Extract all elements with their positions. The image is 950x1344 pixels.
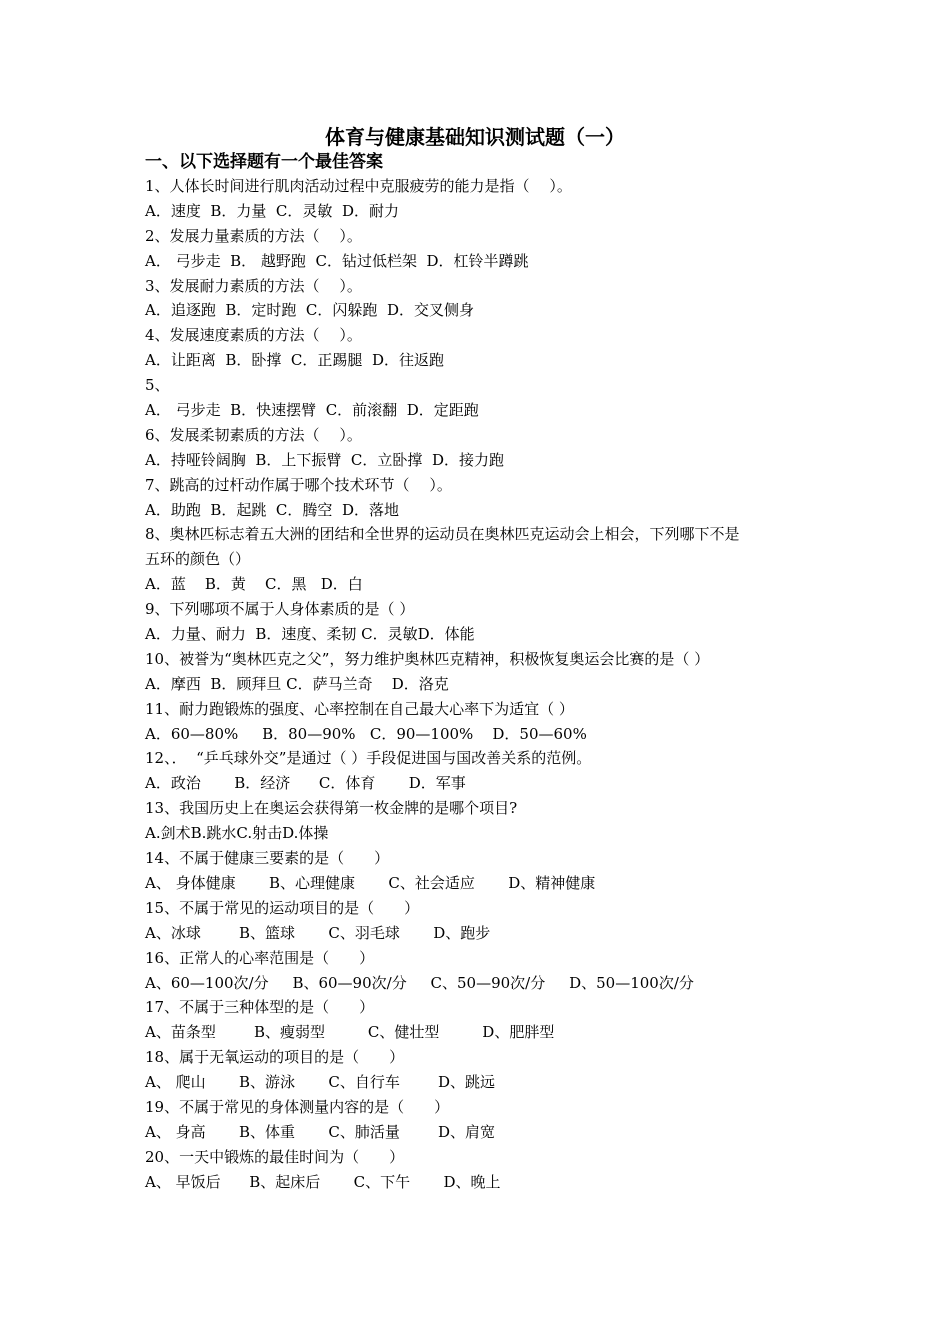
text-line: A．持哑铃阔胸 B．上下振臂 C．立卧撑 D．接力跑 <box>145 450 504 469</box>
text-line: A．60—80% B．80—90% C．90—100% D．50—60% <box>145 724 587 743</box>
page-title: 体育与健康基础知识测试题（一） <box>325 125 625 149</box>
text-line: A、冰球 B、篮球 C、羽毛球 D、跑步 <box>145 923 491 942</box>
text-line: A．摩西 B．顾拜旦 C．萨马兰奇 D．洛克 <box>145 674 449 693</box>
text-line: 五环的颜色（） <box>145 550 251 569</box>
section-heading: 一、以下选择题有一个最佳答案 <box>145 152 383 172</box>
text-line: A．助跑 B．起跳 C．腾空 D．落地 <box>145 500 399 519</box>
text-line: 7、跳高的过杆动作属于哪个技术环节（ ）。 <box>145 475 452 494</box>
text-line: 11、耐力跑锻炼的强度、心率控制在自己最大心率下为适宜（ ） <box>145 699 574 718</box>
text-line: 4、发展速度素质的方法（ ）。 <box>145 326 362 345</box>
text-line: A、 身体健康 B、心理健康 C、社会适应 D、精神健康 <box>145 873 596 892</box>
text-line: A．政治 B．经济 C．体育 D．军事 <box>145 774 466 793</box>
text-line: A．力量、耐力 B．速度、柔韧 C．灵敏D．体能 <box>145 625 475 644</box>
text-line: A、 早饭后 B、起床后 C、下午 D、晚上 <box>145 1172 501 1191</box>
question-list <box>145 174 825 1195</box>
text-line: 8、奥林匹标志着五大洲的团结和全世界的运动员在奥林匹克运动会上相会，下列哪下不是 <box>145 525 740 544</box>
text-line: A、 爬山 B、游泳 C、自行车 D、跳远 <box>145 1073 496 1092</box>
text-line: A、60—100次/分 B、60—90次/分 C、50—90次/分 D、50—100次/分 <box>145 973 694 992</box>
text-line: 15、不属于常见的运动项目的是（ ） <box>145 898 420 917</box>
text-line: 18、属于无氧运动的项目的是（ ） <box>145 1048 405 1067</box>
text-line: 6、发展柔韧素质的方法（ ）。 <box>145 425 362 444</box>
text-line: 2、发展力量素质的方法（ ）。 <box>145 226 362 245</box>
text-line: A.剑术B.跳水C.射击D.体操 <box>145 824 329 843</box>
text-line: 12、． “乒乓球外交”是通过（ ）手段促进国与国改善关系的范例。 <box>145 749 592 768</box>
text-line: A、 身高 B、体重 C、肺活量 D、肩宽 <box>145 1122 496 1141</box>
text-line: 1、人体长时间进行肌肉活动过程中克服疲劳的能力是指（ ）。 <box>145 177 572 195</box>
text-line: 13、我国历史上在奥运会获得第一枚金牌的是哪个项目? <box>145 799 518 818</box>
text-line: A． 弓步走 B． 越野跑 C．钻过低栏架 D．杠铃半蹲跳 <box>145 251 529 270</box>
text-line: 14、不属于健康三要素的是（ ） <box>145 849 390 868</box>
text-line: A．让距离 B．卧撑 C．正踢腿 D．往返跑 <box>145 351 444 370</box>
text-line: 3、发展耐力素质的方法（ ）。 <box>145 276 362 295</box>
text-line: A．速度 B．力量 C．灵敏 D．耐力 <box>145 201 399 220</box>
text-line: 19、不属于常见的身体测量内容的是（ ） <box>145 1097 450 1116</box>
text-line: 9、下列哪项不属于人身体素质的是（ ） <box>145 600 415 619</box>
text-line: 17、不属于三种体型的是（ ） <box>145 998 375 1017</box>
text-line: 20、一天中锻炼的最佳时间为（ ） <box>145 1147 405 1166</box>
text-line: A．追逐跑 B．定时跑 C．闪躲跑 D．交叉侧身 <box>145 301 474 320</box>
text-line: A、苗条型 B、瘦弱型 C、健壮型 D、肥胖型 <box>145 1023 555 1042</box>
text-line: 16、正常人的心率范围是（ ） <box>145 948 375 967</box>
text-line: A．蓝 B．黄 C．黑 D．白 <box>145 575 363 594</box>
text-line: 10、被誉为“奥林匹克之父”，努力维护奥林匹克精神，积极恢复奥运会比赛的是（ ） <box>145 649 710 668</box>
text-line: A． 弓步走 B．快速摆臂 C．前滚翻 D．定距跑 <box>145 401 479 420</box>
text-line: 5、 <box>145 376 170 395</box>
